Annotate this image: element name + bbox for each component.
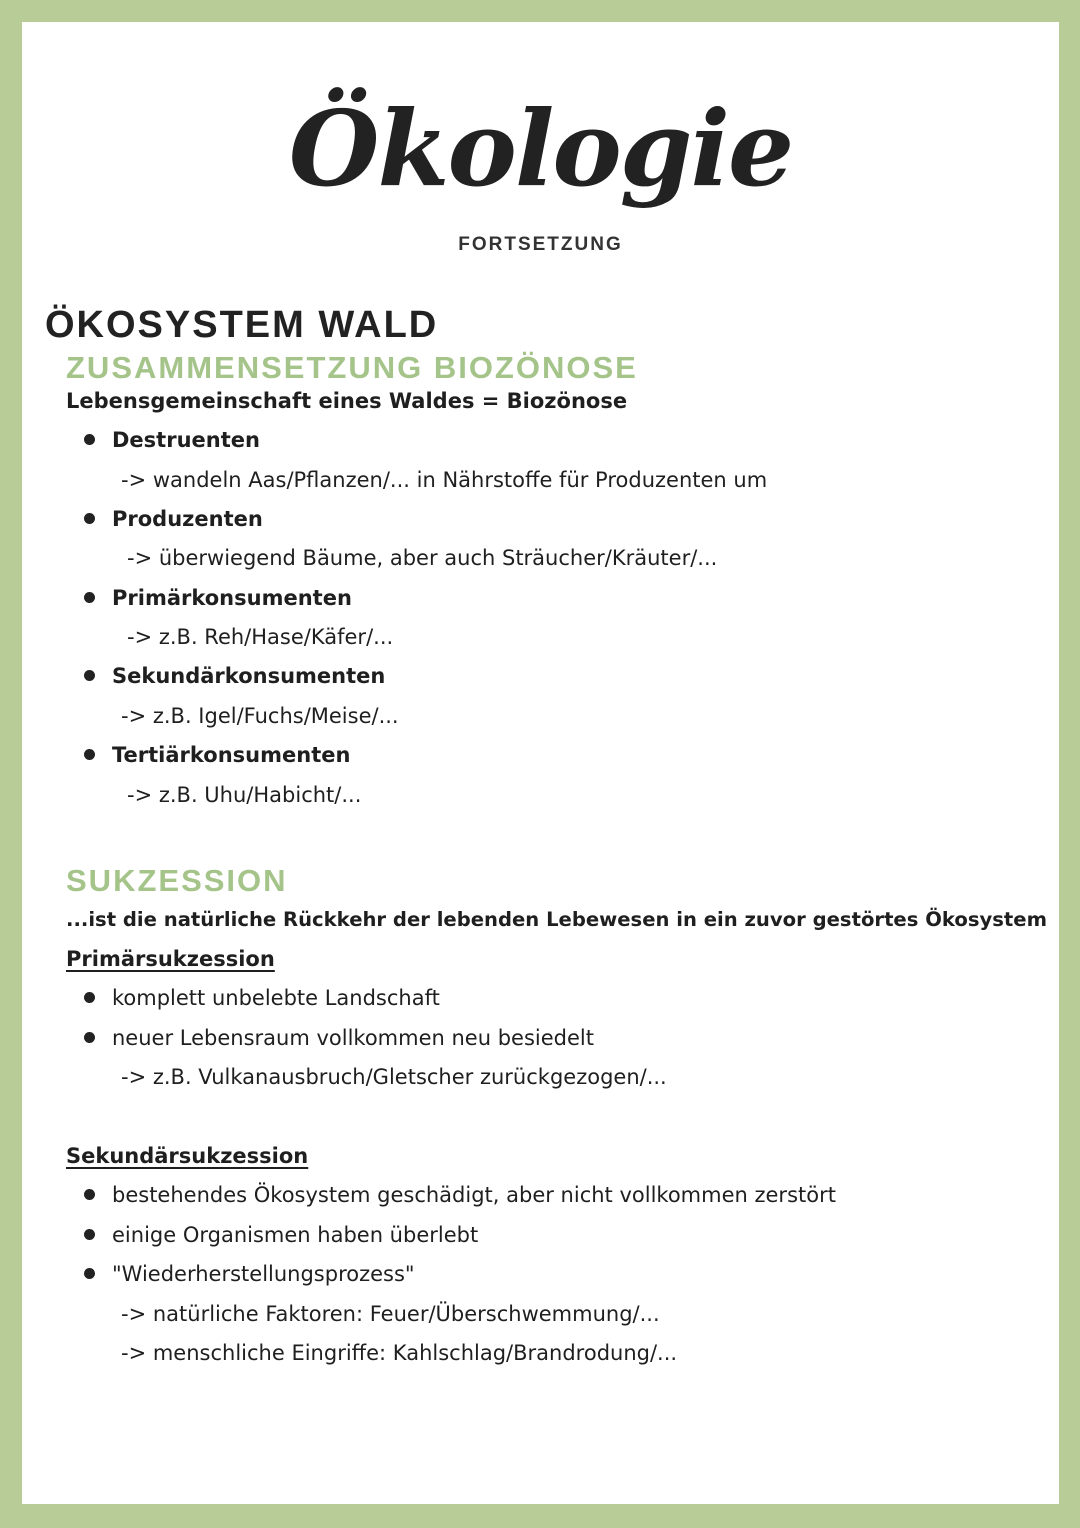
list-item-detail: -> z.B. Igel/Fuchs/Meise/...: [121, 704, 399, 728]
intro-line: Lebensgemeinschaft eines Waldes = Biozönose: [66, 389, 628, 413]
list-item-detail: -> wandeln Aas/Pflanzen/... in Nährstoffe für Produzenten um: [121, 468, 768, 492]
list-item: Primärkonsumenten: [84, 583, 352, 613]
list-item-detail: -> überwiegend Bäume, aber auch Sträucher/Kräuter/...: [127, 546, 718, 570]
list-item: "Wiederherstellungsprozess": [84, 1259, 415, 1289]
list-item-detail: -> z.B. Vulkanausbruch/Gletscher zurückgezogen/...: [121, 1065, 667, 1089]
list-item: einige Organismen haben überlebt: [84, 1220, 478, 1250]
bullet-icon: [84, 670, 95, 681]
list-item: Sekundärkonsumenten: [84, 661, 385, 691]
bullet-icon: [84, 992, 95, 1003]
list-item: komplett unbelebte Landschaft: [84, 983, 440, 1013]
list-item: neuer Lebensraum vollkommen neu besiedelt: [84, 1023, 594, 1053]
list-item: Produzenten: [84, 504, 263, 534]
bullet-icon: [84, 1189, 95, 1200]
bullet-icon: [84, 592, 95, 603]
document-page: [22, 22, 1059, 1504]
list-item-detail: -> z.B. Reh/Hase/Käfer/...: [127, 625, 394, 649]
page-subtitle: FORTSETZUNG: [458, 234, 623, 255]
bullet-icon: [84, 434, 95, 445]
section-heading-oekosystem-wald: ÖKOSYSTEM WALD: [45, 304, 439, 346]
list-item: Destruenten: [84, 425, 260, 455]
list-item: Tertiärkonsumenten: [84, 740, 350, 770]
subheading-sukzession: SUKZESSION: [66, 863, 288, 898]
list-item-detail: -> natürliche Faktoren: Feuer/Überschwemmung/...: [121, 1302, 660, 1326]
bullet-icon: [84, 1032, 95, 1043]
bullet-icon: [84, 1268, 95, 1279]
bullet-icon: [84, 513, 95, 524]
sukzession-definition: ...ist die natürliche Rückkehr der lebenden Lebewesen in ein zuvor gestörtes Ökosystem: [66, 908, 1047, 931]
bullet-icon: [84, 1229, 95, 1240]
list-item: bestehendes Ökosystem geschädigt, aber nicht vollkommen zerstört: [84, 1180, 836, 1210]
list-item-detail: -> z.B. Uhu/Habicht/...: [127, 783, 362, 807]
list-item-detail: -> menschliche Eingriffe: Kahlschlag/Brandrodung/...: [121, 1341, 678, 1365]
sekundaersukzession-title: Sekundärsukzession: [66, 1144, 309, 1168]
page-title: Ökologie: [288, 87, 793, 210]
primaersukzession-title: Primärsukzession: [66, 947, 275, 971]
subheading-biozoenose: ZUSAMMENSETZUNG BIOZÖNOSE: [66, 350, 638, 385]
bullet-icon: [84, 749, 95, 760]
